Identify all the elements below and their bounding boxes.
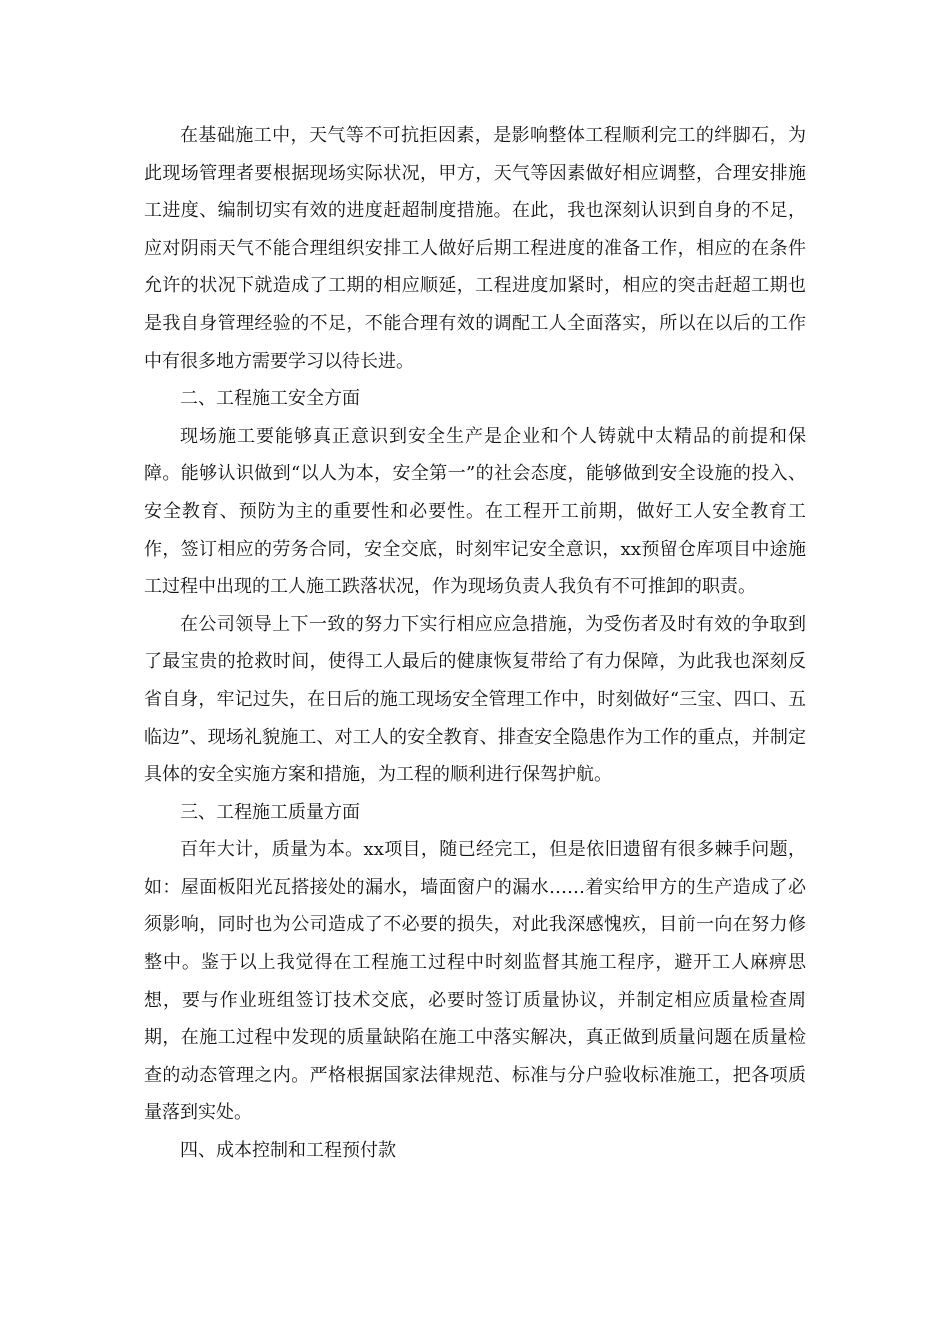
document-body — [144, 117, 806, 1170]
section-heading-cost: 四、成本控制和工程预付款 — [180, 1140, 396, 1162]
paragraph-weather-schedule: 在基础施工中，天气等不可抗拒因素，是影响整体工程顺利完工的绊脚石，为此现场管理者要根据现场实际状况，甲方，天气等因素做好相应调整，合理安排施工进度、编制切实有效的进度赶超制度措施。在此，我也深刻认识到自身的不足，应对阴雨天气不能合理组织安排工人做好后期工程进度的准备工作，相应的在条件允许的状况下就造成了工期的相应顺延，工程进度加紧时，相应的突击赶超工期也是我自身管理经验的不足，不能合理有效的调配工人全面落实，所以在以后的工作中有很多地方需要学习以待长进。 — [144, 125, 806, 372]
paragraph-emergency-response: 在公司领导上下一致的努力下实行相应应急措施，为受伤者及时有效的争取到了最宝贵的抢救时间，使得工人最后的健康恢复带给了有力保障，为此我也深刻反省自身，牢记过失，在日后的施工现场安全管理工作中，时刻做好“三宝、四口、五临边”、现场礼貌施工、对工人的安全教育、排查安全隐患作为工作的重点，并制定具体的安全实施方案和措施，为工程的顺利进行保驾护航。 — [144, 613, 806, 786]
section-heading-safety: 二、工程施工安全方面 — [180, 388, 360, 410]
section-heading-quality: 三、工程施工质量方面 — [180, 801, 360, 823]
paragraph-safety-awareness: 现场施工要能够真正意识到安全生产是企业和个人铸就中太精品的前提和保障。能够认识做到“以人为本，安全第一”的社会态度，能够做到安全设施的投入、安全教育、预防为主的重要性和必要性。在工程开工前期，做好工人安全教育工作，签订相应的劳务合同，安全交底，时刻牢记安全意识，xx预留仓库项目中途施工过程中出现的工人施工跌落状况，作为现场负责人我负有不可推卸的职责。 — [144, 425, 806, 598]
paragraph-quality-control: 百年大计，质量为本。xx项目，随已经完工，但是依旧遗留有很多棘手问题，如：屋面板阳光瓦搭接处的漏水，墙面窗户的漏水……着实给甲方的生产造成了必须影响，同时也为公司造成了不必要的损失，对此我深感愧疚，目前一向在努力修整中。鉴于以上我觉得在工程施工过程中时刻监督其施工程序，避开工人麻痹思想，要与作业班组签订技术交底，必要时签订质量协议，并制定相应质量检查周期，在施工过程中发现的质量缺陷在施工中落实解决，真正做到质量问题在质量检查的动态管理之内。严格根据国家法律规范、标准与分户验收标准施工，把各项质量落到实处。 — [144, 839, 806, 1124]
